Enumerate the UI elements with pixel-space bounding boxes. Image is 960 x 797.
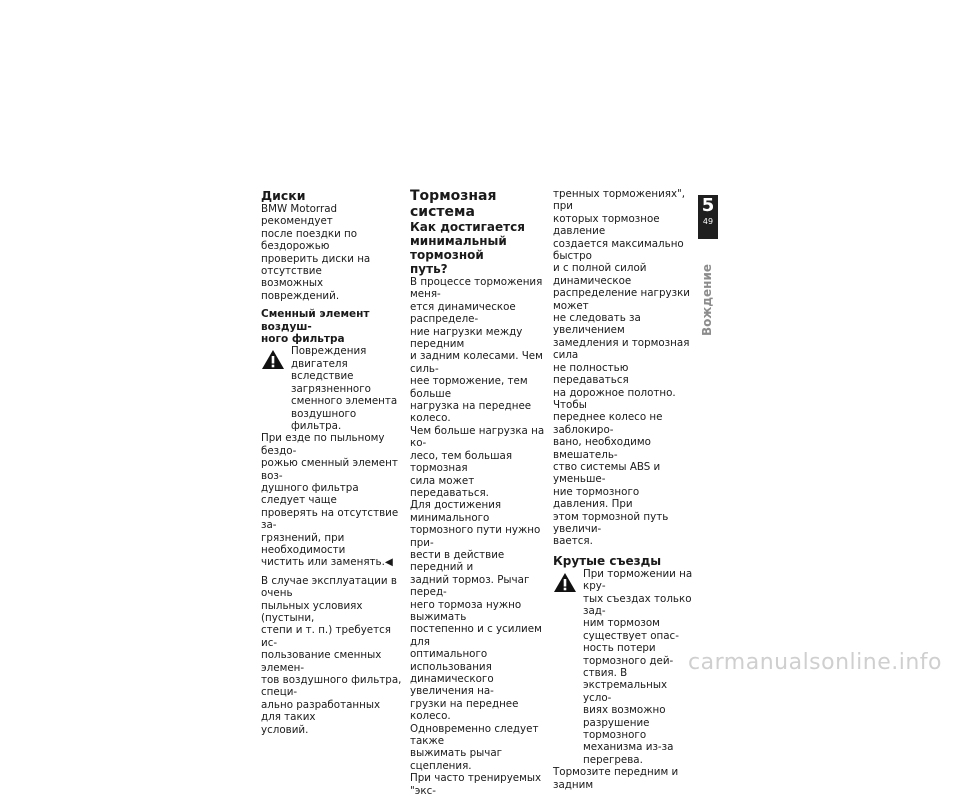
filter-text: При езде по пыльному бездо- рожью сменный элемент воз- душного фильтра следует чаще проверять на отсутствие за- грязнений, при необходимости чистить или заменять.◀ — [261, 432, 399, 569]
filter-warning-text: Повреждения двигателя вследствие загрязненного сменного элемента воздушного фильтра. — [291, 345, 398, 432]
section-label: Вождение — [700, 264, 714, 336]
filter-heading: Сменный элемент воздуш- ного фильтра — [261, 308, 370, 346]
brake-text-3: тренных торможениях", при которых тормозное давление создается максимально быстро и с полной силой динамическое распределение нагрузки может не следовать за увеличением замедления и тормозная сила не полностью передаваться на дорожное полотно. Чтобы переднее колесо не заблокиро- вано, необходимо вмешатель- ство системы ABS и уменьше- ние тормозного давления. При этом тормозной путь увеличи- вается. — [553, 188, 690, 548]
chapter-number: 5 — [701, 195, 715, 216]
watermark: carmanualsonline.info — [688, 650, 942, 675]
steep-descents-heading: Крутые съезды — [553, 553, 662, 568]
warning-triangle-icon — [261, 349, 285, 370]
warning-triangle-icon — [553, 572, 577, 593]
dust-text: В случае эксплуатации в очень пыльных условиях (пустыни, степи и т. п.) требуется ис- пользование сменных элемен- тов воздушного фильтра, специ- ально разработанных для таких условий. — [261, 574, 402, 736]
disks-heading: Диски — [261, 188, 306, 203]
chapter-tab — [698, 195, 718, 239]
descent-warning-text: При торможении на кру- тых съездах только зад- ним тормозом существует опас- ность потери тормозного дей- ствия. В экстремальных усло- виях возможно разрушение тормозного механизма из-за перегрева. — [583, 567, 693, 766]
page-number: 49 — [702, 217, 714, 226]
brake-text-2: Для достижения минимального тормозного пути нужно при- вести в действие передний и задний тормоз. Рычаг перед- него тормоза нужно выжимать постепенно и с усилием для оптимального использования динамического увеличения на- грузки на переднее колесо. Одновременно следует также выжимать рычаг сцепления. При часто тренируемых "экс- — [410, 499, 542, 797]
min-braking-subtitle: Как достигается минимальный тормозной путь? — [410, 220, 525, 276]
brake-text-4: Тормозите передним и задним — [553, 766, 679, 791]
brake-system-title: Тормозная система — [410, 188, 497, 220]
filter-warning — [261, 345, 403, 432]
column-right — [553, 188, 695, 791]
brake-text-1: В процессе торможения меня- ется динамическое распределе- ние нагрузки между передним и задним колесами. Чем силь- нее торможение, тем больше нагрузка на переднее колесо. Чем больше нагрузка на ко- лесо, тем большая тормозная сила может передаваться. — [410, 276, 545, 499]
disks-text: BMW Motorrad рекомендует после поездки по бездорожью проверить диски на отсутствие возможных повреждений. — [261, 203, 371, 302]
column-middle — [410, 188, 550, 797]
